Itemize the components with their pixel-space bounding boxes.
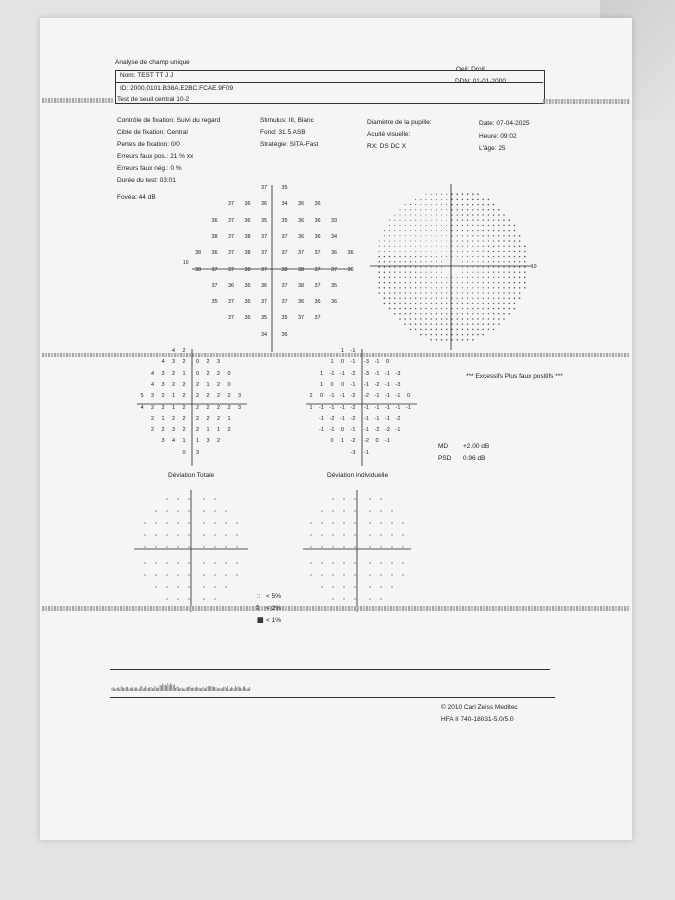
grid-value: -1 xyxy=(350,359,356,366)
grid-value: -1 xyxy=(406,404,411,411)
grid-value: 35 xyxy=(211,299,218,306)
grid-value: 35 xyxy=(330,282,338,289)
grid-value: -1 xyxy=(385,381,390,388)
info-line: Erreurs faux nég.: 0 % xyxy=(117,165,182,172)
grid-value: 1 xyxy=(171,404,176,411)
md-value: +2.00 dB xyxy=(463,443,490,450)
grid-value: 36 xyxy=(281,331,288,338)
grid-value: 2 xyxy=(182,427,186,434)
grid-value: 37 xyxy=(281,299,288,306)
fovea-value: Fovéa: 44 dB xyxy=(117,194,156,201)
grid-value: 2 xyxy=(195,404,200,411)
grid-value: 3 xyxy=(171,427,176,434)
grid-value: 2 xyxy=(182,404,186,411)
grid-value: 36 xyxy=(211,250,218,257)
grid-value: 2 xyxy=(182,393,186,400)
grid-value: 0 xyxy=(340,427,345,434)
grid-value: 2 xyxy=(182,359,186,366)
legend-label: < 1% xyxy=(266,617,281,624)
grid-value: 1 xyxy=(340,438,345,445)
grid-value: 2 xyxy=(227,393,231,400)
grid-value: 37 xyxy=(227,250,235,257)
grid-value: -1 xyxy=(374,370,380,377)
grid-value: 1 xyxy=(330,359,334,366)
grid-value: 0 xyxy=(319,393,324,400)
grid-value: 3 xyxy=(171,359,176,366)
grid-value: 35 xyxy=(281,315,288,322)
grid-value: 2 xyxy=(309,393,313,400)
grid-value: 5 xyxy=(140,393,144,400)
grid-value: -1 xyxy=(364,427,369,434)
grid-value: 37 xyxy=(211,282,218,289)
grid-value: -1 xyxy=(395,404,401,411)
grid-value: 38 xyxy=(211,233,218,240)
grid-value: 36 xyxy=(244,315,251,322)
grid-value: -1 xyxy=(350,427,356,434)
grid-value: 37 xyxy=(227,315,235,322)
grid-value: 1 xyxy=(182,438,186,445)
grid-value: 36 xyxy=(244,201,251,208)
grid-value: 1 xyxy=(182,370,186,377)
grid-value: 38 xyxy=(297,282,305,289)
pattern-deviation-title: Déviation individuelle xyxy=(327,472,389,479)
grid-value: 2 xyxy=(195,415,200,422)
grid-value: 2 xyxy=(195,381,200,388)
grid-value: 33 xyxy=(330,217,338,224)
grid-value: -2 xyxy=(374,381,380,388)
grid-value: 0 xyxy=(195,359,200,366)
grid-value: -3 xyxy=(395,370,401,377)
grid-value: 37 xyxy=(314,282,321,289)
grid-value: 2 xyxy=(227,404,231,411)
grid-value: 1 xyxy=(216,427,221,434)
grid-value: -1 xyxy=(374,404,380,411)
grid-value: 2 xyxy=(182,381,186,388)
grid-value: 37 xyxy=(314,250,321,257)
grid-value: 35 xyxy=(281,217,288,224)
grid-value: -1 xyxy=(385,404,390,411)
device-version: HFA II 740-18031-5.0/5.0 xyxy=(441,716,514,723)
greyscale-axis-label: 10 xyxy=(531,264,537,270)
grid-value: 3 xyxy=(195,449,200,456)
grid-value: 2 xyxy=(150,415,155,422)
grid-value: -2 xyxy=(395,415,401,422)
grid-value: -1 xyxy=(319,415,324,422)
grid-value: -1 xyxy=(340,370,345,377)
grid-value: 36 xyxy=(260,201,268,208)
grid-value: -1 xyxy=(395,393,401,400)
grid-value: 2 xyxy=(216,438,221,445)
ght-result: *** Excessifs Plus faux positifs *** xyxy=(466,373,563,380)
grid-value: 34 xyxy=(260,331,268,338)
grid-value: -1 xyxy=(329,370,335,377)
grid-value: 37 xyxy=(297,315,305,322)
grid-value: -3 xyxy=(364,370,369,377)
grid-value: -2 xyxy=(385,427,390,434)
grid-value: 3 xyxy=(161,438,165,445)
grid-value: 4 xyxy=(150,381,155,388)
grid-value: -2 xyxy=(374,427,380,434)
grid-value: 0 xyxy=(340,359,345,366)
info-line: RX: DS DC X xyxy=(367,143,407,150)
grid-value: 36 xyxy=(314,217,321,224)
grid-value: -1 xyxy=(340,393,345,400)
grid-value: 4 xyxy=(150,370,155,377)
grid-value: 1 xyxy=(206,381,210,388)
grid-value: 2 xyxy=(206,404,210,411)
info-line: Diamètre de la pupille: xyxy=(367,119,432,126)
grid-value: 0 xyxy=(406,393,411,400)
grid-value: -2 xyxy=(350,404,356,411)
grid-value: 36 xyxy=(260,282,268,289)
info-line: Fond: 31.5 ASB xyxy=(260,129,306,136)
grid-value: 2 xyxy=(206,359,210,366)
grid-value: 36 xyxy=(227,282,235,289)
grid-value: 2 xyxy=(195,393,200,400)
grid-value: -1 xyxy=(350,381,356,388)
grid-value: 0 xyxy=(375,438,379,445)
threshold-axis-label: 10 xyxy=(183,260,189,266)
grid-value: 0 xyxy=(182,449,186,456)
grid-value: 37 xyxy=(260,185,268,191)
grid-value: 1 xyxy=(319,381,324,388)
legend-symbol-2: ⁑ xyxy=(256,606,259,612)
legend-label: < 2% xyxy=(266,605,281,612)
grid-value: 37 xyxy=(297,250,305,257)
grid-value: 2 xyxy=(216,370,221,377)
grid-value: 2 xyxy=(216,381,221,388)
grid-value: 38 xyxy=(194,250,202,257)
grid-value: 3 xyxy=(237,404,242,411)
grid-value: -2 xyxy=(364,393,369,400)
grid-value: 36 xyxy=(297,299,305,306)
legend-symbol-1: ▦ xyxy=(257,617,264,624)
grid-value: 36 xyxy=(330,299,338,306)
grid-value: 37 xyxy=(281,233,288,240)
grid-value: 2 xyxy=(182,348,186,354)
grid-value: 36 xyxy=(297,217,305,224)
grid-value: 37 xyxy=(314,266,321,273)
grid-value: 37 xyxy=(281,250,288,257)
test-name: Test de seuil central 10-2 xyxy=(117,96,190,103)
copyright: © 2010 Carl Zeiss Meditec xyxy=(441,704,518,711)
grid-value: -1 xyxy=(374,415,380,422)
grid-value: 3 xyxy=(237,393,242,400)
grid-value: -2 xyxy=(329,415,335,422)
grid-value: 2 xyxy=(227,427,231,434)
grid-value: 2 xyxy=(171,415,176,422)
grid-value: 37 xyxy=(227,233,235,240)
grid-value: 2 xyxy=(161,393,165,400)
info-line: Durée du test: 03:01 xyxy=(117,177,176,184)
grid-value: 2 xyxy=(216,404,221,411)
grid-value: -1 xyxy=(374,393,380,400)
grid-value: 37 xyxy=(211,266,218,273)
grid-value: 1 xyxy=(340,348,345,354)
grid-value: 36 xyxy=(211,217,218,224)
grid-value: 37 xyxy=(227,266,235,273)
grid-value: 3 xyxy=(216,359,221,366)
grid-value: 2 xyxy=(206,393,210,400)
grid-value: -1 xyxy=(364,415,369,422)
grid-value: 38 xyxy=(194,266,202,273)
grid-value: 37 xyxy=(227,201,235,208)
grid-value: 37 xyxy=(227,299,235,306)
grid-value: 38 xyxy=(297,266,305,273)
grid-value: 2 xyxy=(206,370,210,377)
info-line: Heure: 09:02 xyxy=(479,133,517,140)
info-line: Stimulus: III, Blanc xyxy=(260,117,314,124)
grid-value: 38 xyxy=(281,266,288,273)
grid-value: 0 xyxy=(330,438,334,445)
grid-value: 34 xyxy=(281,201,288,208)
grid-value: 3 xyxy=(161,381,165,388)
grid-value: 36 xyxy=(347,250,354,257)
grid-value: 1 xyxy=(319,370,324,377)
grid-value: 36 xyxy=(244,282,251,289)
grid-value: -1 xyxy=(385,415,390,422)
grid-value: 38 xyxy=(244,250,251,257)
grid-value: 0 xyxy=(340,381,345,388)
grid-value: -2 xyxy=(350,438,356,445)
grid-value: 4 xyxy=(171,438,176,445)
info-line: Date: 07-04-2025 xyxy=(479,120,530,127)
grid-value: 36 xyxy=(314,233,321,240)
grid-value: -1 xyxy=(329,427,335,434)
grid-value: -3 xyxy=(350,449,356,456)
grid-value: 37 xyxy=(260,233,268,240)
grid-value: 1 xyxy=(309,404,313,411)
grid-value: 0 xyxy=(195,370,200,377)
grid-value: -1 xyxy=(329,404,335,411)
grid-value: 37 xyxy=(314,315,321,322)
grid-value: 2 xyxy=(161,427,165,434)
grid-value: 2 xyxy=(216,415,221,422)
eye-label: Oeil: Droit xyxy=(456,66,485,73)
info-line: Erreurs faux pos.: 21 % xx xyxy=(117,153,194,160)
grid-value: -1 xyxy=(374,359,380,366)
grid-value: -1 xyxy=(364,381,369,388)
md-label: MD xyxy=(438,443,449,450)
grid-value: 1 xyxy=(227,415,231,422)
grid-value: 36 xyxy=(314,201,321,208)
grid-value: 36 xyxy=(244,217,251,224)
grid-value: 3 xyxy=(161,370,165,377)
grid-value: 2 xyxy=(150,427,155,434)
grid-value: 37 xyxy=(330,266,338,273)
grid-value: 38 xyxy=(244,233,251,240)
report-title: Analyse de champ unique xyxy=(115,59,190,66)
legend-label: < 5% xyxy=(266,593,281,600)
grid-value: -1 xyxy=(385,370,390,377)
grid-value: 36 xyxy=(347,266,354,273)
total-deviation-title: Déviation Totale xyxy=(168,472,215,479)
grid-value: -3 xyxy=(395,381,401,388)
grid-value: 2 xyxy=(195,427,200,434)
grid-value: -2 xyxy=(350,415,356,422)
grid-value: 37 xyxy=(281,282,288,289)
grid-value: 2 xyxy=(171,370,176,377)
grid-value: 3 xyxy=(206,438,210,445)
info-line: Pertes de fixation: 0/0 xyxy=(117,141,180,148)
grid-value: -3 xyxy=(364,359,369,366)
grid-value: -1 xyxy=(385,438,390,445)
grid-value: -1 xyxy=(340,415,345,422)
grid-value: 34 xyxy=(330,233,338,240)
grid-value: 4 xyxy=(161,359,165,366)
grid-value: 0 xyxy=(330,381,334,388)
grid-value: 0 xyxy=(227,370,231,377)
info-line: Contrôle de fixation: Suivi du regard xyxy=(117,117,221,124)
grid-value: 37 xyxy=(227,217,235,224)
grid-value: 2 xyxy=(182,415,186,422)
grid-value: 2 xyxy=(161,404,165,411)
grid-value: -1 xyxy=(364,449,369,456)
grid-value: -1 xyxy=(329,393,335,400)
grid-value: 36 xyxy=(297,233,305,240)
grid-value: 2 xyxy=(206,415,210,422)
grid-value: 36 xyxy=(330,250,338,257)
grid-value: 37 xyxy=(260,266,268,273)
grid-value: 1 xyxy=(171,393,176,400)
grid-value: 36 xyxy=(297,201,305,208)
grid-value: -1 xyxy=(395,427,401,434)
grid-value: 1 xyxy=(195,438,200,445)
grid-value: 2 xyxy=(216,393,221,400)
grid-value: -2 xyxy=(350,393,356,400)
grid-value: 4 xyxy=(171,348,176,354)
grid-value: 36 xyxy=(314,299,321,306)
grid-value: -2 xyxy=(350,370,356,377)
info-line: Acuité visuelle: xyxy=(367,131,411,138)
grid-value: -1 xyxy=(319,427,324,434)
grid-value: 35 xyxy=(260,315,268,322)
grid-value: 38 xyxy=(244,266,251,273)
grid-value: 0 xyxy=(227,381,231,388)
grid-value: 35 xyxy=(281,185,288,191)
grid-value: -1 xyxy=(364,404,369,411)
grid-value: 37 xyxy=(260,299,268,306)
grid-value: 0 xyxy=(385,359,390,366)
grid-value: -1 xyxy=(319,404,324,411)
legend-symbol-5: :: xyxy=(257,594,261,600)
grid-value: -1 xyxy=(350,348,356,354)
grid-value: 36 xyxy=(244,299,251,306)
grid-value: -2 xyxy=(364,438,369,445)
patient-id: ID: 2000.0101.B38A.E2BC.FCAE.9F09 xyxy=(120,85,234,92)
info-line: Stratégie: SITA-Fast xyxy=(260,141,319,148)
grid-value: 35 xyxy=(260,217,268,224)
grid-value: 1 xyxy=(161,415,165,422)
grid-value: -1 xyxy=(340,404,345,411)
grid-value: 37 xyxy=(260,250,268,257)
grid-value: 2 xyxy=(171,381,176,388)
grid-value: 2 xyxy=(150,404,155,411)
psd-value: 0.96 dB xyxy=(463,455,486,462)
patient-name: Nom: TEST TT J J xyxy=(120,72,174,79)
grid-value: 1 xyxy=(206,427,210,434)
grid-value: -1 xyxy=(385,393,390,400)
date-of-birth: DDN: 01-01-2000 xyxy=(455,78,506,85)
psd-label: PSD xyxy=(438,455,452,462)
grid-value: 3 xyxy=(150,393,155,400)
info-line: Cible de fixation: Central xyxy=(117,129,188,136)
grid-value: 4 xyxy=(140,404,144,411)
info-line: L'âge: 25 xyxy=(479,145,506,152)
